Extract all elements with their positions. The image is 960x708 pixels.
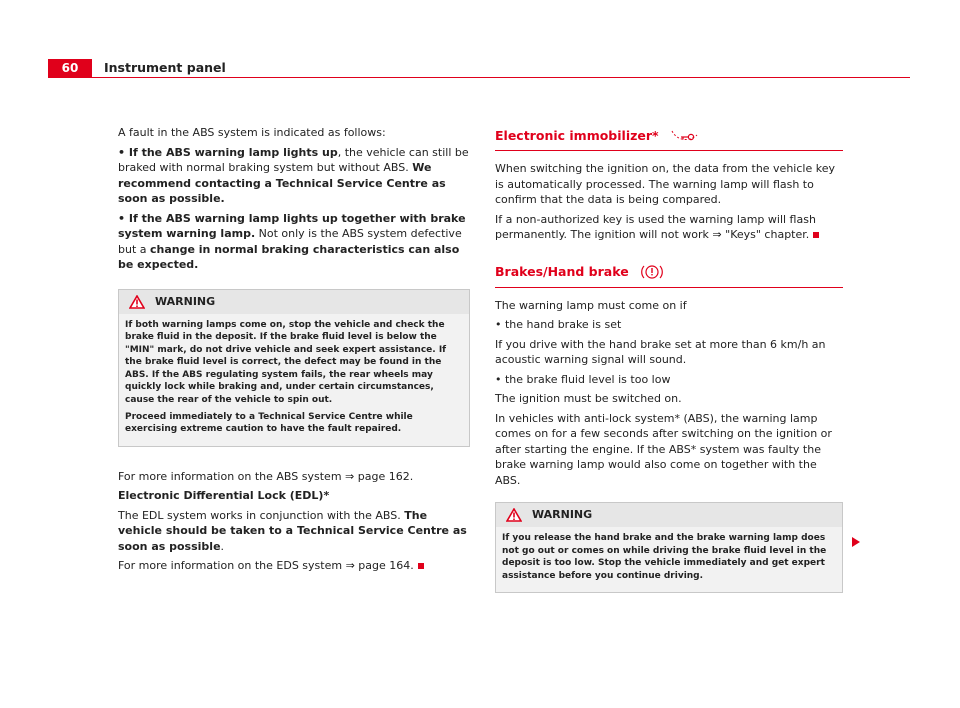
brakes-bullet-1: • the hand brake is set	[495, 318, 622, 331]
edl-period: .	[220, 539, 225, 553]
abs-bullet-2-change: change in normal braking characteristics can also be expected.	[118, 242, 460, 271]
brakes-line-3: The ignition must be switched on.	[495, 392, 682, 405]
warning-box-abs	[118, 289, 470, 447]
end-of-section-mark	[813, 232, 819, 238]
immobilizer-para-2	[495, 212, 843, 243]
warning-body	[119, 314, 469, 446]
brakes-heading-text: Brakes/Hand brake	[495, 263, 629, 279]
warning-title: WARNING	[532, 508, 593, 522]
brakes-line-1: The warning lamp must come on if	[495, 298, 687, 312]
warning-box-brakes	[495, 502, 843, 593]
brakes-line-2: If you drive with the hand brake set at more than 6 km/h an acoustic warning signal will sound.	[495, 337, 826, 366]
warning-header	[496, 503, 842, 527]
edl-bold: The vehicle should be taken to a Technical Service Centre as soon as possible	[118, 508, 467, 553]
abs-bullet-2-text: Not only is the ABS system defective but a	[118, 227, 462, 256]
header-rule	[48, 77, 910, 78]
warning-para-2: Proceed immediately to a Technical Service Centre while exercising extreme caution to have the fault repaired.	[125, 411, 413, 435]
brakes-heading	[495, 263, 843, 288]
abs-intro: A fault in the ABS system is indicated as follows:	[118, 126, 386, 139]
immobilizer-heading-text: Electronic immobilizer*	[495, 128, 659, 144]
eds-more-info	[118, 558, 470, 574]
warning-para-1: If both warning lamps come on, stop the vehicle and check the brake fluid in the deposit. If the brake fluid level is below the "MIN" mark, do not drive vehicle and seek expert assistance. If the brake fluid level is correct, the defect may be found in the ABS. If the ABS regulating system fails, the rear wheels may quickly lock while braking and, under certain circumstances, cause the rear of the vehicle to spin out.	[125, 319, 447, 406]
abs-bullet-2	[118, 211, 470, 273]
immobilizer-para-1: When switching the ignition on, the data from the vehicle key is automatically processed. The warning lamp will flash to confirm that the data is being compared.	[495, 162, 835, 206]
edl-heading: Electronic Differential Lock (EDL)*	[118, 489, 330, 503]
eds-more-text: For more information on the EDS system ⇒ page 164.	[118, 559, 414, 573]
abs-more-info: For more information on the ABS system ⇒ page 162.	[118, 469, 414, 483]
abs-bullet-2-bold: • If the ABS warning lamp lights up together with brake system warning lamp.	[118, 211, 466, 240]
warning-title: WARNING	[155, 294, 216, 308]
abs-bullet-1-text: , the vehicle can still be braked with normal braking system but without ABS.	[118, 145, 469, 174]
brake-warning-icon	[639, 263, 665, 281]
warning-header	[119, 290, 469, 314]
immobilizer-para-2-text: If a non-authorized key is used the warning lamp will flash permanently. The ignition will not work ⇒ "Keys" chapter.	[495, 212, 816, 241]
edl-paragraph	[118, 508, 470, 555]
warning-triangle-icon	[129, 295, 145, 309]
brakes-line-4: In vehicles with anti-lock system* (ABS), the warning lamp comes on for a few seconds after switching on the ignition or after starting the engine. If the ABS* system was faulty the brake warning lamp would also come on together with the ABS.	[495, 411, 832, 487]
brakes-bullet-2: • the brake fluid level is too low	[495, 372, 671, 386]
abs-bullet-1-bold: • If the ABS warning lamp lights up	[118, 145, 338, 159]
left-column	[118, 125, 470, 578]
abs-bullet-1	[118, 145, 470, 207]
page-title: Instrument panel	[104, 60, 226, 75]
warning-body	[496, 527, 842, 592]
right-column	[495, 128, 843, 607]
end-of-section-mark	[418, 563, 424, 569]
warning-para-1: If you release the hand brake and the brake warning lamp does not go out or comes on while driving the brake fluid level in the deposit is too low. Stop the vehicle immediately and get expert assistance before you continue driving.	[502, 533, 827, 581]
immobilizer-heading	[495, 128, 843, 151]
key-immobilizer-icon	[669, 128, 701, 144]
page-number: 60	[48, 59, 92, 77]
next-page-arrow-icon	[852, 537, 860, 547]
edl-text: The EDL system works in conjunction with the ABS.	[118, 508, 401, 522]
warning-triangle-icon	[506, 508, 522, 522]
abs-bullet-1-recommend: We recommend contacting a Technical Service Centre as soon as possible.	[118, 161, 446, 205]
